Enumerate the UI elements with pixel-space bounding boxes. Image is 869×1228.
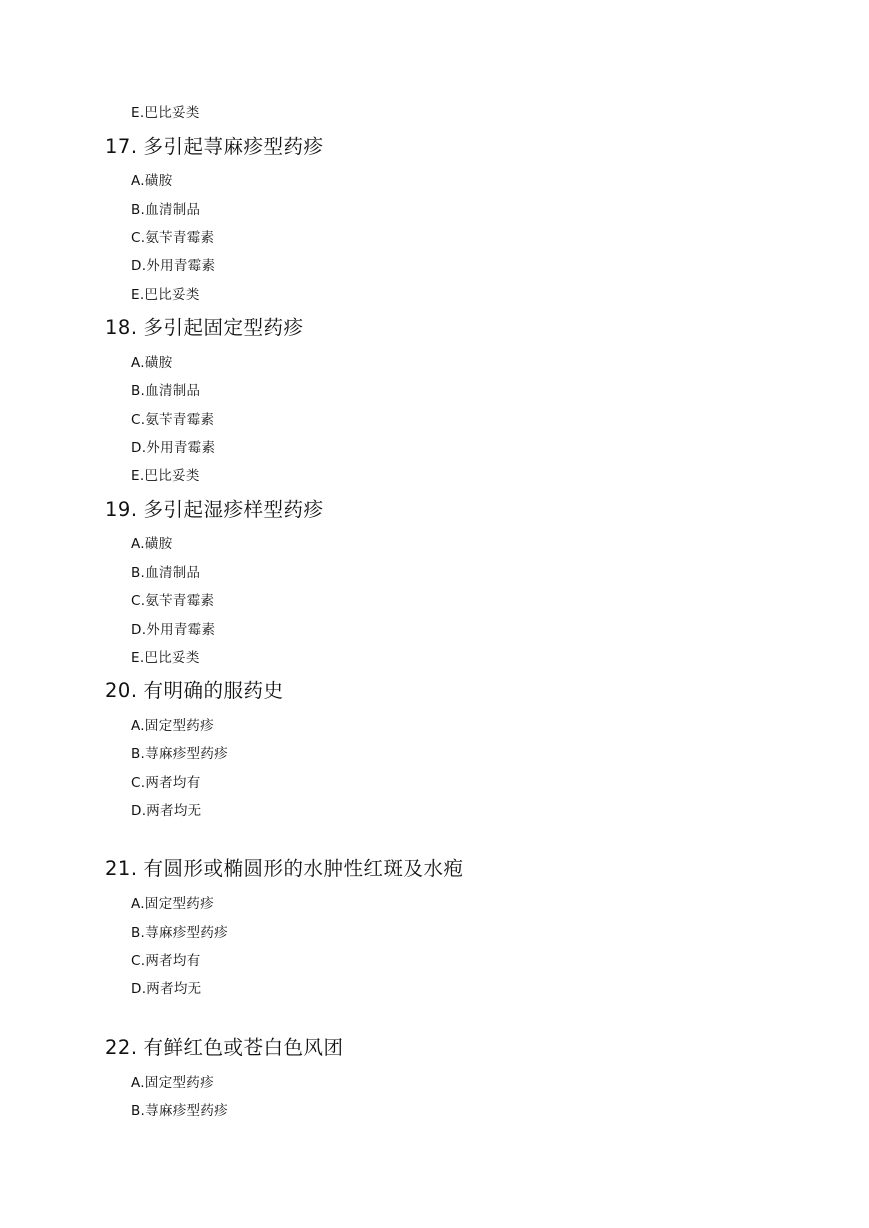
option-d: D.外用青霉素 — [131, 440, 216, 456]
option-a: A.固定型药疹 — [131, 1075, 214, 1091]
question-title — [105, 497, 324, 523]
question-number: 21. — [105, 857, 138, 880]
question-number: 19. — [105, 498, 138, 521]
question-number: 18. — [105, 316, 138, 339]
question-text: 有圆形或椭圆形的水肿性红斑及水疱 — [143, 857, 464, 880]
question-text: 有明确的服药史 — [143, 679, 284, 702]
option-d: D.两者均无 — [131, 981, 202, 997]
question-text: 多引起固定型药疹 — [143, 316, 304, 339]
option-b: B.血清制品 — [131, 565, 201, 581]
option-e: E.巴比妥类 — [131, 105, 200, 121]
option-c: C.两者均有 — [131, 775, 201, 791]
question-text: 多引起湿疹样型药疹 — [143, 498, 324, 521]
option-b: B.血清制品 — [131, 202, 201, 218]
question-title — [105, 134, 324, 160]
option-b: B.荨麻疹型药疹 — [131, 746, 228, 762]
option-a: A.固定型药疹 — [131, 896, 214, 912]
option-b: B.荨麻疹型药疹 — [131, 1103, 228, 1119]
option-c: C.氨苄青霉素 — [131, 412, 215, 428]
option-a: A.磺胺 — [131, 173, 173, 189]
question-title — [105, 315, 304, 341]
option-d: D.外用青霉素 — [131, 258, 216, 274]
option-c: C.氨苄青霉素 — [131, 593, 215, 609]
option-c: C.两者均有 — [131, 953, 201, 969]
question-title — [105, 678, 284, 704]
option-d: D.两者均无 — [131, 803, 202, 819]
question-text: 多引起荨麻疹型药疹 — [143, 135, 324, 158]
option-d: D.外用青霉素 — [131, 622, 216, 638]
question-number: 22. — [105, 1036, 138, 1059]
option-c: C.氨苄青霉素 — [131, 230, 215, 246]
question-number: 17. — [105, 135, 138, 158]
question-title — [105, 856, 464, 882]
option-b: B.血清制品 — [131, 383, 201, 399]
option-a: A.固定型药疹 — [131, 718, 214, 734]
question-text: 有鲜红色或苍白色风团 — [143, 1036, 344, 1059]
question-title — [105, 1035, 344, 1061]
option-e: E.巴比妥类 — [131, 650, 200, 666]
option-e: E.巴比妥类 — [131, 287, 200, 303]
option-a: A.磺胺 — [131, 536, 173, 552]
option-b: B.荨麻疹型药疹 — [131, 925, 228, 941]
option-a: A.磺胺 — [131, 355, 173, 371]
question-number: 20. — [105, 679, 138, 702]
option-e: E.巴比妥类 — [131, 468, 200, 484]
